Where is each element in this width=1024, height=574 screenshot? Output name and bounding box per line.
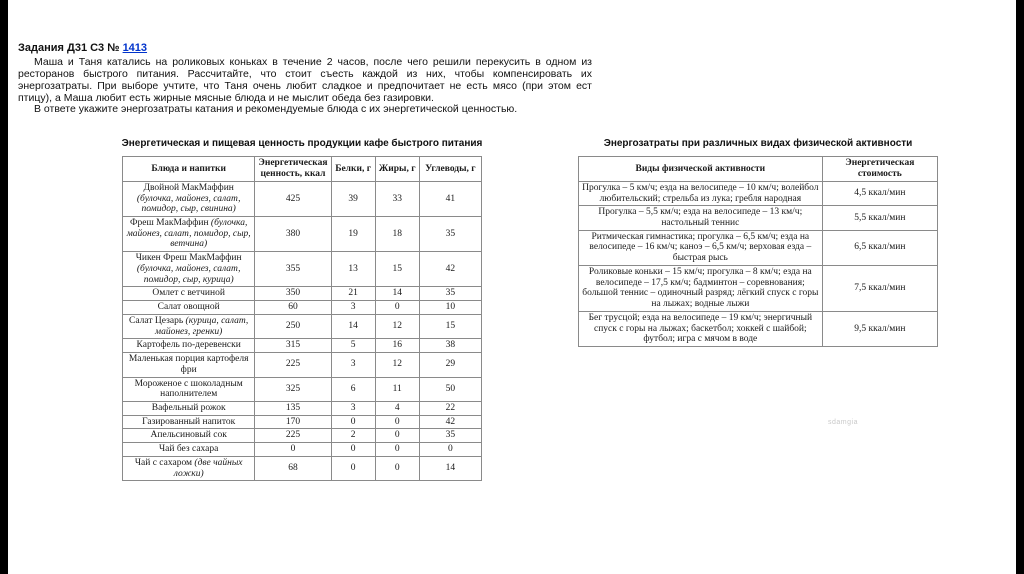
- task-title-prefix: Задания Д31 С3 №: [18, 42, 123, 54]
- food-table-header-row: [123, 157, 482, 181]
- cost-cell: 7,5 ккал/мин: [822, 265, 937, 311]
- dish-cell: Мороженое с шоколадным наполнителем: [123, 377, 255, 401]
- value-cell: 0: [331, 415, 375, 429]
- value-cell: 315: [255, 339, 331, 353]
- value-cell: 16: [375, 339, 419, 353]
- food-header-carbs: Углеводы, г: [419, 157, 481, 181]
- dish-cell: Салат Цезарь (курица, салат, майонез, гренки): [123, 314, 255, 338]
- value-cell: 11: [375, 377, 419, 401]
- value-cell: 15: [375, 252, 419, 287]
- activity-cell: Роликовые коньки – 15 км/ч; прогулка – 8 км/ч; езда на велосипеде – 17,5 км/ч; бадминтон – соревнования; большой теннис – одиночный разряд; лёгкий спуск с горы на лыжах; водные лыжи: [579, 265, 823, 311]
- activity-header-cost: Энергетическая стоимость: [822, 157, 937, 181]
- dish-cell: Картофель по-деревенски: [123, 339, 255, 353]
- left-black-bar: [0, 0, 8, 574]
- value-cell: 14: [375, 287, 419, 301]
- food-table-row: [123, 377, 482, 401]
- dish-cell: Двойной МакМаффин (булочка, майонез, салат, помидор, сыр, свинина): [123, 181, 255, 216]
- food-table-row: [123, 301, 482, 315]
- value-cell: 380: [255, 216, 331, 251]
- value-cell: 35: [419, 429, 481, 443]
- value-cell: 350: [255, 287, 331, 301]
- food-table-row: [123, 401, 482, 415]
- dish-cell: Вафельный рожок: [123, 401, 255, 415]
- cost-cell: 5,5 ккал/мин: [822, 206, 937, 230]
- activity-table-row: [579, 181, 938, 205]
- dish-cell: Чай без сахара: [123, 443, 255, 457]
- value-cell: 35: [419, 287, 481, 301]
- value-cell: 35: [419, 216, 481, 251]
- value-cell: 3: [331, 301, 375, 315]
- value-cell: 60: [255, 301, 331, 315]
- food-table-row: [123, 443, 482, 457]
- cost-cell: 4,5 ккал/мин: [822, 181, 937, 205]
- value-cell: 0: [375, 456, 419, 480]
- value-cell: 18: [375, 216, 419, 251]
- dish-cell: Фреш МакМаффин (булочка, майонез, салат, помидор, сыр, ветчина): [123, 216, 255, 251]
- food-table-block: [120, 138, 484, 481]
- value-cell: 0: [331, 443, 375, 457]
- cost-cell: 6,5 ккал/мин: [822, 230, 937, 265]
- value-cell: 10: [419, 301, 481, 315]
- food-table-row: [123, 429, 482, 443]
- document-page: [8, 0, 1016, 574]
- food-table-row: [123, 456, 482, 480]
- dish-cell: Чикен Фреш МакМаффин (булочка, майонез, салат, помидор, сыр, курица): [123, 252, 255, 287]
- food-header-dishes: Блюда и напитки: [123, 157, 255, 181]
- value-cell: 0: [419, 443, 481, 457]
- dish-cell: Апельсиновый сок: [123, 429, 255, 443]
- food-header-fat: Жиры, г: [375, 157, 419, 181]
- value-cell: 14: [331, 314, 375, 338]
- dish-cell: Чай с сахаром (две чайных ложки): [123, 456, 255, 480]
- value-cell: 0: [375, 415, 419, 429]
- food-table-row: [123, 353, 482, 377]
- activity-cell: Бег трусцой; езда на велосипеде – 19 км/ч; энергичный спуск с горы на лыжах; баскетбол; хоккей с шайбой; футбол; игра с мячом в воде: [579, 311, 823, 346]
- food-table-row: [123, 252, 482, 287]
- value-cell: 6: [331, 377, 375, 401]
- activity-cell: Прогулка – 5 км/ч; езда на велосипеде – 10 км/ч; волейбол любительский; стрельба из лука; гребля народная: [579, 181, 823, 205]
- task-paragraph-1: Маша и Таня катались на роликовых коньках в течение 2 часов, после чего решили перекусить в одном из ресторанов быстрого питания. Рассчитайте, что стоит съесть каждой из них, чтобы компенсировать их энергозатраты. При выборе учтите, что Таня очень любит сладкое и предпочитает не есть мясо (при этом ест птицу), а Маша любит есть жирные мясные блюда и не мыслит обеда без газировки.: [18, 56, 592, 104]
- value-cell: 5: [331, 339, 375, 353]
- food-header-protein: Белки, г: [331, 157, 375, 181]
- activity-table-row: [579, 265, 938, 311]
- activity-table: [578, 156, 938, 347]
- tables-area: [18, 138, 1016, 568]
- activity-header-type: Виды физической активности: [579, 157, 823, 181]
- value-cell: 355: [255, 252, 331, 287]
- activity-table-row: [579, 230, 938, 265]
- dish-cell: Салат овощной: [123, 301, 255, 315]
- food-table-row: [123, 314, 482, 338]
- value-cell: 29: [419, 353, 481, 377]
- value-cell: 325: [255, 377, 331, 401]
- activity-table-header-row: [579, 157, 938, 181]
- activity-cell: Ритмическая гимнастика; прогулка – 6,5 км/ч; езда на велосипеде – 16 км/ч; каноэ – 6,5 км/ч; верховая езда – быстрая рысь: [579, 230, 823, 265]
- value-cell: 41: [419, 181, 481, 216]
- food-header-kcal: Энергетическая ценность, ккал: [255, 157, 331, 181]
- activity-table-title: Энергозатраты при различных видах физической активности: [603, 138, 913, 150]
- value-cell: 225: [255, 429, 331, 443]
- food-table-row: [123, 339, 482, 353]
- value-cell: 39: [331, 181, 375, 216]
- value-cell: 14: [419, 456, 481, 480]
- value-cell: 50: [419, 377, 481, 401]
- value-cell: 12: [375, 353, 419, 377]
- value-cell: 0: [255, 443, 331, 457]
- activity-table-row: [579, 206, 938, 230]
- value-cell: 425: [255, 181, 331, 216]
- value-cell: 68: [255, 456, 331, 480]
- food-table-row: [123, 287, 482, 301]
- value-cell: 13: [331, 252, 375, 287]
- activity-table-row: [579, 311, 938, 346]
- activity-cell: Прогулка – 5,5 км/ч; езда на велосипеде – 13 км/ч; настольный теннис: [579, 206, 823, 230]
- value-cell: 21: [331, 287, 375, 301]
- value-cell: 225: [255, 353, 331, 377]
- value-cell: 0: [375, 429, 419, 443]
- task-title: [18, 42, 1016, 54]
- value-cell: 0: [375, 301, 419, 315]
- value-cell: 15: [419, 314, 481, 338]
- value-cell: 33: [375, 181, 419, 216]
- value-cell: 135: [255, 401, 331, 415]
- value-cell: 12: [375, 314, 419, 338]
- value-cell: 250: [255, 314, 331, 338]
- right-black-bar: [1016, 0, 1024, 574]
- food-table-title: Энергетическая и пищевая ценность продукции кафе быстрого питания: [121, 138, 483, 150]
- cost-cell: 9,5 ккал/мин: [822, 311, 937, 346]
- activity-table-block: [576, 138, 940, 427]
- value-cell: 42: [419, 252, 481, 287]
- watermark: sdamgia: [828, 419, 858, 427]
- food-table-row: [123, 181, 482, 216]
- value-cell: 3: [331, 401, 375, 415]
- value-cell: 0: [331, 456, 375, 480]
- dish-cell: Омлет с ветчиной: [123, 287, 255, 301]
- task-number-link[interactable]: 1413: [122, 42, 148, 54]
- value-cell: 3: [331, 353, 375, 377]
- value-cell: 4: [375, 401, 419, 415]
- food-table-body: [123, 181, 482, 481]
- value-cell: 42: [419, 415, 481, 429]
- task-paragraph-2: В ответе укажите энергозатраты катания и рекомендуемые блюда с их энергетической ценностью.: [34, 103, 518, 116]
- value-cell: 170: [255, 415, 331, 429]
- food-table: [122, 156, 482, 481]
- food-table-row: [123, 415, 482, 429]
- activity-table-body: [579, 181, 938, 346]
- dish-cell: Маленькая порция картофеля фри: [123, 353, 255, 377]
- value-cell: 19: [331, 216, 375, 251]
- dish-cell: Газированный напиток: [123, 415, 255, 429]
- value-cell: 38: [419, 339, 481, 353]
- value-cell: 0: [375, 443, 419, 457]
- value-cell: 22: [419, 401, 481, 415]
- food-table-row: [123, 216, 482, 251]
- value-cell: 2: [331, 429, 375, 443]
